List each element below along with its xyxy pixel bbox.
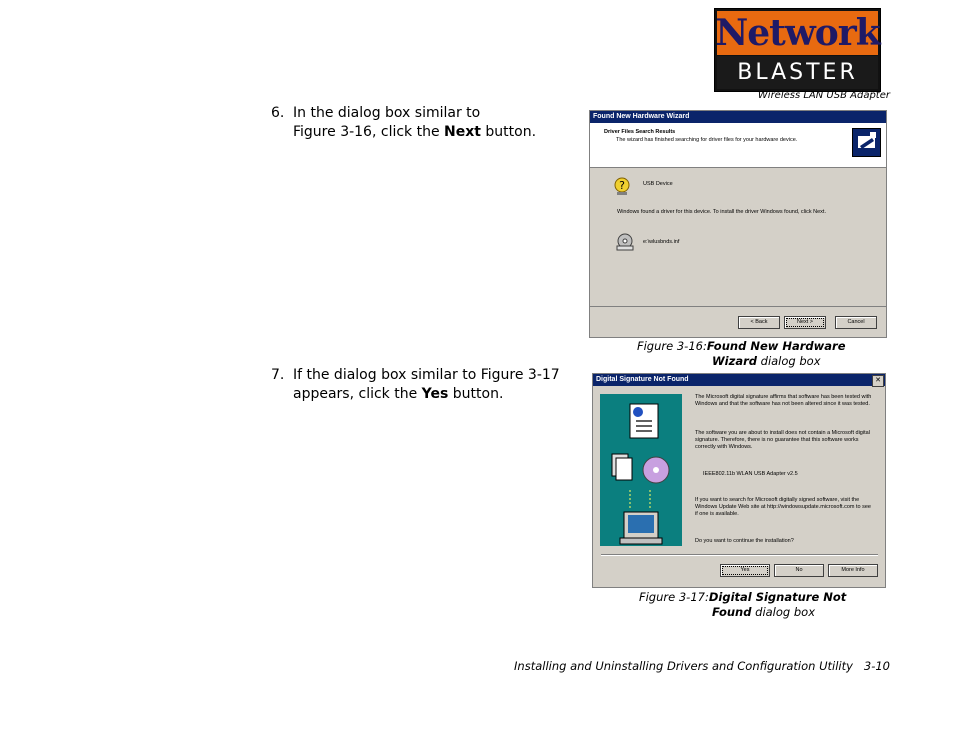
step-7 <box>271 366 581 406</box>
hardware-wizard-icon <box>852 128 881 157</box>
signature-paragraph-3: If you want to search for Microsoft digitally signed software, visit the Windows Update Web site at http://windowsupdate.microsoft.com to see if one is available. <box>695 497 871 517</box>
caption-title: Digital Signature Not <box>708 590 847 604</box>
step-text <box>293 366 560 404</box>
question-device-icon <box>614 177 630 195</box>
caption-title-cont: Wizard <box>712 354 757 368</box>
close-icon[interactable]: ✕ <box>872 375 884 387</box>
signature-paragraph-1: The Microsoft digital signature affirms that software has been tested with Windows and that the software has not been altered since it was tested. <box>695 394 872 407</box>
step-line2 <box>293 123 536 142</box>
step-line2-post: button. <box>480 124 537 140</box>
logo-blaster-banner <box>717 56 878 89</box>
caption-prefix: Figure 3-16: <box>637 339 707 353</box>
signature-question: Do you want to continue the installation? <box>695 538 794 544</box>
caption-suffix: dialog box <box>751 605 816 619</box>
wizard-titlebar: Found New Hardware Wizard <box>590 111 886 123</box>
caption-prefix: Figure 3-17: <box>639 590 709 604</box>
found-new-hardware-wizard <box>589 110 887 338</box>
step-line2-pre: appears, click the <box>293 386 422 402</box>
step-text <box>293 104 536 142</box>
signature-title: Digital Signature Not Found <box>596 376 689 383</box>
caption-line2 <box>639 605 869 620</box>
signature-paragraph-2: The software you are about to install does not contain a Microsoft digital signature. Therefore, there is no guarantee that this software works correctly with Windows. <box>695 430 870 450</box>
step-line1: In the dialog box similar to <box>293 105 481 121</box>
svg-text:?: ? <box>619 179 625 192</box>
logo-line1: Network <box>715 12 880 54</box>
cancel-button[interactable]: Cancel <box>835 316 877 329</box>
signature-titlebar <box>593 374 885 386</box>
yes-button[interactable]: Yes <box>720 564 770 577</box>
wizard-header <box>590 123 886 168</box>
digital-signature-dialog <box>592 373 886 588</box>
caption-line2 <box>637 354 867 369</box>
driver-found-text: Windows found a driver for this device. To install the driver Windows found, click Next. <box>617 209 826 215</box>
signature-illustration <box>600 394 682 546</box>
caption-line1 <box>639 590 869 605</box>
device-name: USB Device <box>643 181 673 187</box>
next-button[interactable]: Next > <box>784 316 826 329</box>
logo-line2: BLASTER <box>737 60 858 85</box>
step-number: 6. <box>271 105 285 121</box>
caption-suffix: dialog box <box>756 354 821 368</box>
figure-3-17-caption <box>639 590 869 620</box>
cd-driver-icon <box>616 233 634 251</box>
product-tagline: Wireless LAN USB Adapter <box>757 90 890 101</box>
step-6 <box>271 104 571 144</box>
wizard-subheading: The wizard has finished searching for driver files for your hardware device. <box>616 137 798 143</box>
step-line2-post: button. <box>448 386 504 402</box>
caption-title: Found New Hardware <box>706 339 846 353</box>
step-number: 7. <box>271 367 285 383</box>
page-footer: Installing and Uninstalling Drivers and Configuration Utility 3-10 <box>514 659 890 673</box>
step-keyword: Next <box>444 124 481 140</box>
no-button[interactable]: No <box>774 564 824 577</box>
wizard-heading: Driver Files Search Results <box>604 129 676 135</box>
back-button[interactable]: < Back <box>738 316 780 329</box>
step-line1: If the dialog box similar to Figure 3-17 <box>293 367 560 383</box>
caption-line1 <box>637 339 867 354</box>
caption-title-cont: Found <box>712 605 752 619</box>
driver-file-path: e:\wlusbnds.inf <box>643 239 680 245</box>
signature-divider <box>601 554 878 555</box>
step-keyword: Yes <box>421 386 449 402</box>
more-info-button[interactable]: More Info <box>828 564 878 577</box>
step-line2-pre: Figure 3-16, click the <box>293 124 445 140</box>
step-line2 <box>293 385 560 404</box>
network-blaster-logo <box>714 8 881 92</box>
wizard-divider <box>590 306 886 307</box>
logo-network-banner <box>717 11 878 55</box>
signature-device-name: IEEE802.11b WLAN USB Adapter v2.5 <box>703 471 798 477</box>
figure-3-16-caption <box>637 339 867 369</box>
